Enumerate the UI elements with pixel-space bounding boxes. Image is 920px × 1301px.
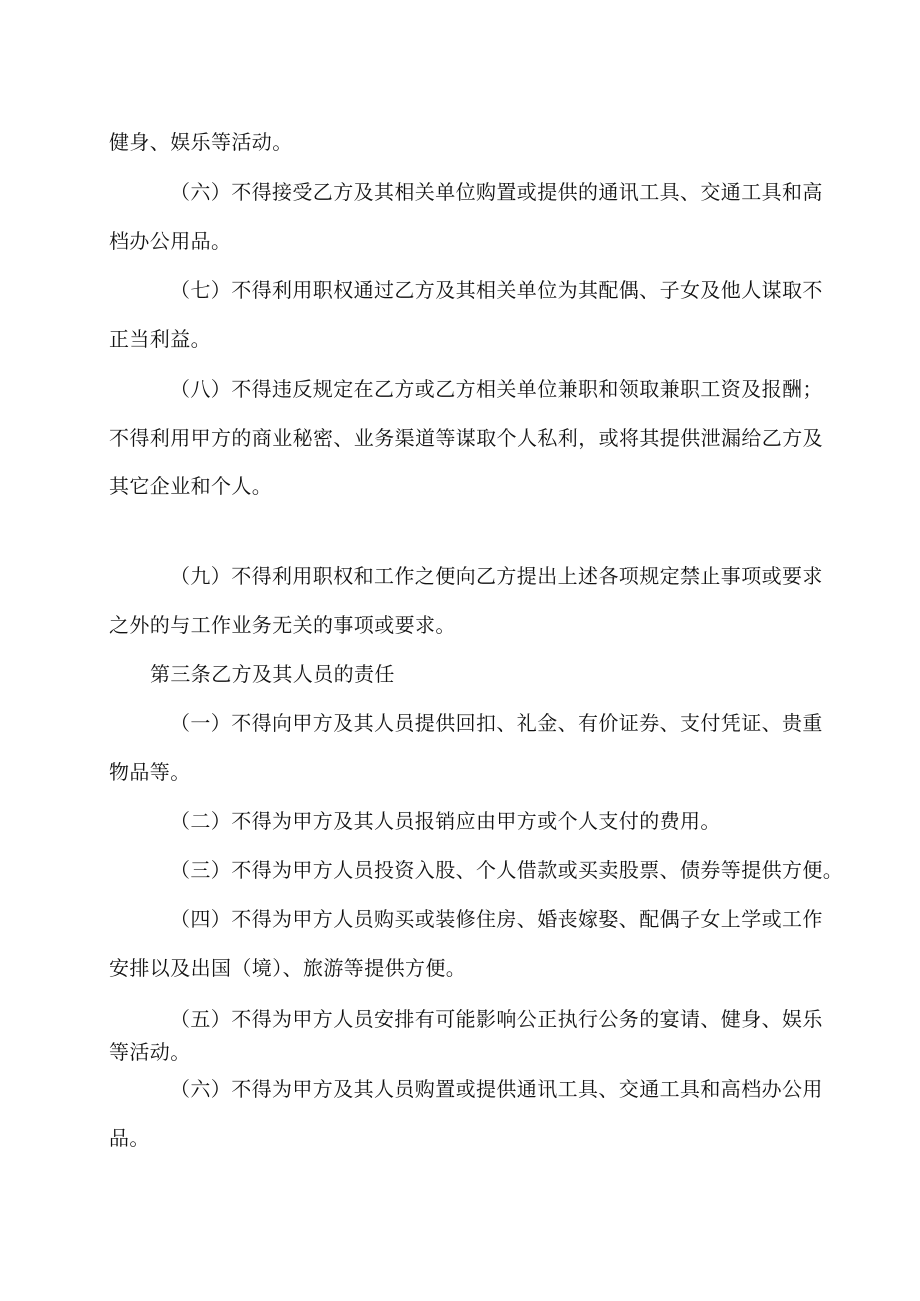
clause-7-line-2: 正当利益。 xyxy=(109,327,211,351)
paragraph-line: 健身、娱乐等活动。 xyxy=(109,130,293,154)
party-b-clause-4-line-1: （四）不得为甲方人员购买或装修住房、婚丧嫁娶、配偶子女上学或工作 xyxy=(170,907,823,931)
clause-8-line-1: （八）不得违反规定在乙方或乙方相关单位兼职和领取兼职工资及报酬； xyxy=(170,377,823,401)
party-b-clause-6-line-2: 品。 xyxy=(109,1126,150,1150)
clause-7-line-1: （七）不得利用职权通过乙方及其相关单位为其配偶、子女及他人谋取不 xyxy=(170,278,823,302)
section-heading: 第三条乙方及其人员的责任 xyxy=(150,662,395,686)
party-b-clause-3-line-1: （三）不得为甲方人员投资入股、个人借款或买卖股票、债券等提供方便。 xyxy=(170,858,844,882)
party-b-clause-1-line-2: 物品等。 xyxy=(109,760,191,784)
party-b-clause-5-line-1: （五）不得为甲方人员安排有可能影响公正执行公务的宴请、健身、娱乐 xyxy=(170,1007,823,1031)
clause-9-line-2: 之外的与工作业务无关的事项或要求。 xyxy=(109,613,456,637)
clause-6-line-1: （六）不得接受乙方及其相关单位购置或提供的通讯工具、交通工具和高 xyxy=(170,180,823,204)
party-b-clause-2-line-1: （二）不得为甲方及其人员报销应由甲方或个人支付的费用。 xyxy=(170,809,721,833)
party-b-clause-6-line-1: （六）不得为甲方及其人员购置或提供通讯工具、交通工具和高档办公用 xyxy=(170,1077,823,1101)
clause-6-line-2: 档办公用品。 xyxy=(109,229,232,253)
clause-9-line-1: （九）不得利用职权和工作之便向乙方提出上述各项规定禁止事项或要求 xyxy=(170,564,823,588)
clause-8-line-2: 不得利用甲方的商业秘密、业务渠道等谋取个人私利，或将其提供泄漏给乙方及 xyxy=(109,426,823,450)
party-b-clause-1-line-1: （一）不得向甲方及其人员提供回扣、礼金、有价证券、支付凭证、贵重 xyxy=(170,711,823,735)
clause-8-line-3: 其它企业和个人。 xyxy=(109,474,273,498)
party-b-clause-5-line-2: 等活动。 xyxy=(109,1040,191,1064)
party-b-clause-4-line-2: 安排以及出国（境）、旅游等提供方便。 xyxy=(109,956,467,980)
